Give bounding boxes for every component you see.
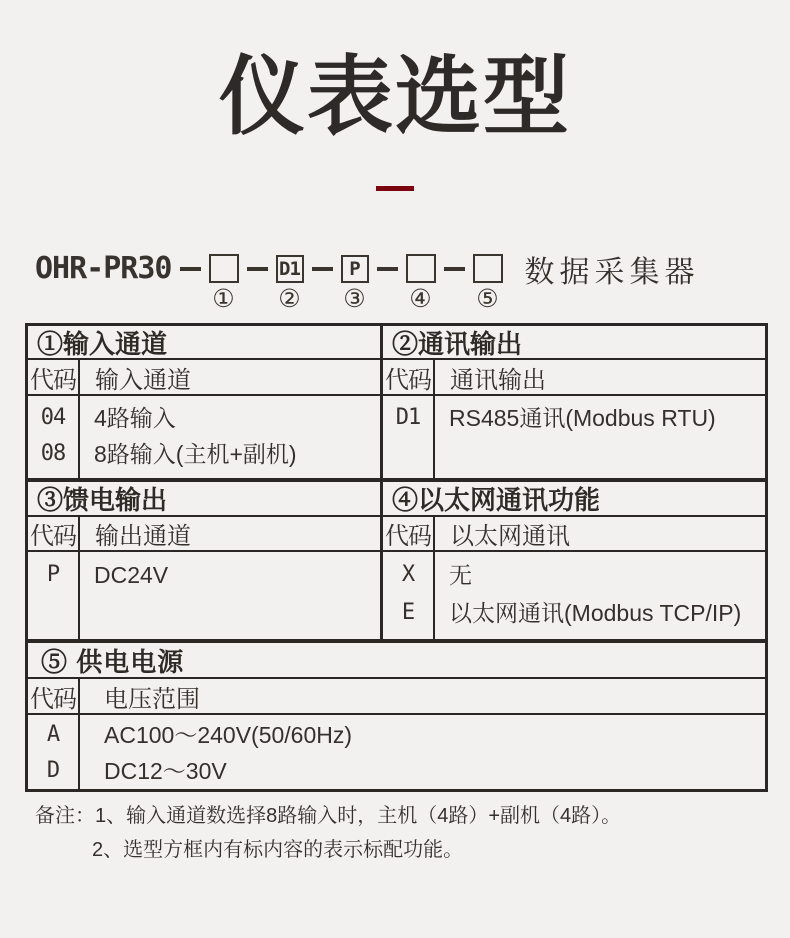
column-header-desc: 输出通道: [80, 517, 380, 552]
section-header-row: [28, 360, 380, 396]
code-column: [28, 552, 80, 639]
model-slot-2: [276, 255, 304, 313]
code-column: [383, 552, 435, 639]
section-ethernet: [380, 482, 765, 639]
note-text: 2、选型方框内有标内容的表示标配功能。: [92, 839, 464, 862]
section-body: [28, 715, 765, 789]
desc-value: 无: [449, 562, 472, 589]
model-slot-1-box: [209, 254, 239, 283]
model-slot-2-box: D1: [276, 255, 304, 283]
code-value: X: [401, 562, 415, 588]
selection-table: [25, 323, 768, 792]
code-value: 04: [40, 405, 66, 431]
column-header-code: 代码: [28, 360, 80, 396]
section-title: ①输入通道: [28, 326, 380, 360]
desc-column: [80, 552, 380, 639]
model-slot-4: [406, 254, 436, 314]
section-header-row: [28, 679, 765, 715]
model-slot-2-index: ②: [278, 284, 301, 313]
model-slot-1: [209, 254, 239, 314]
code-value: 08: [40, 441, 66, 467]
section-title: ⑤ 供电电源: [28, 643, 765, 679]
model-slot-4-index: ④: [409, 285, 432, 314]
code-column: [28, 715, 80, 789]
product-name-label: 数据采集器: [524, 255, 700, 289]
notes-label: 备注：: [35, 805, 95, 828]
desc-column: [80, 396, 380, 478]
note-text: 1、输入通道数选择8路输入时，主机（4路）+副机（4路）。: [95, 805, 622, 828]
desc-value: DC24V: [94, 562, 169, 589]
model-slot-3-index: ③: [343, 284, 366, 313]
desc-column: [435, 552, 765, 639]
table-row-group-1: [28, 326, 765, 482]
section-body: [28, 396, 380, 478]
desc-value: 4路输入: [94, 405, 176, 432]
model-slot-5: [473, 254, 503, 314]
section-body: [28, 552, 380, 639]
dash-separator: [377, 267, 398, 271]
code-value: A: [46, 722, 60, 748]
section-input-channel: [28, 326, 380, 478]
code-column: [383, 396, 435, 478]
desc-value: DC12～30V: [104, 758, 227, 785]
section-title: ③馈电输出: [28, 482, 380, 517]
model-slot-3-box: P: [341, 255, 369, 283]
section-title: ②通讯输出: [383, 326, 765, 360]
table-row-group-2: [28, 482, 765, 643]
dash-separator: [247, 267, 268, 271]
note-line-1: [35, 803, 790, 830]
code-column: [28, 396, 80, 478]
column-header-code: 代码: [383, 517, 435, 552]
code-value: E: [401, 600, 415, 626]
column-header-desc: 输入通道: [80, 360, 380, 396]
model-slot-5-box: [473, 254, 503, 283]
dash-separator: [180, 267, 201, 271]
model-code-row: [35, 251, 790, 314]
desc-column: [435, 396, 765, 478]
code-value: D: [46, 758, 60, 784]
column-header-code: 代码: [28, 679, 80, 715]
column-header-desc: 通讯输出: [435, 360, 765, 396]
model-slot-4-box: [406, 254, 436, 283]
model-slot-3: [341, 255, 369, 313]
section-header-row: [383, 360, 765, 396]
section-feed-output: [28, 482, 380, 639]
dash-separator: [312, 267, 333, 271]
desc-column: [80, 715, 765, 789]
desc-value: AC100～240V(50/60Hz): [104, 722, 353, 749]
model-slot-1-index: ①: [212, 285, 235, 314]
section-power-supply: [28, 643, 765, 789]
code-value: P: [46, 562, 60, 588]
section-title: ④以太网通讯功能: [383, 482, 765, 517]
section-header-row: [28, 517, 380, 552]
section-comm-output: [380, 326, 765, 478]
title-underline: [376, 186, 414, 191]
section-body: [383, 552, 765, 639]
column-header-desc: 以太网通讯: [435, 517, 765, 552]
model-prefix: OHR-PR30: [35, 251, 172, 287]
note-line-2: [35, 837, 790, 864]
column-header-code: 代码: [383, 360, 435, 396]
page-title: 仪表选型: [219, 49, 571, 145]
notes: [35, 803, 790, 864]
section-header-row: [383, 517, 765, 552]
page-header: [0, 49, 790, 191]
column-header-desc: 电压范围: [80, 679, 765, 715]
desc-value: RS485通讯(Modbus RTU): [449, 405, 716, 432]
section-body: [383, 396, 765, 478]
code-value: D1: [395, 405, 421, 431]
dash-separator: [444, 267, 465, 271]
desc-value: 8路输入(主机+副机): [94, 441, 297, 468]
desc-value: 以太网通讯(Modbus TCP/IP): [449, 600, 742, 627]
model-slot-5-index: ⑤: [476, 285, 499, 314]
column-header-code: 代码: [28, 517, 80, 552]
